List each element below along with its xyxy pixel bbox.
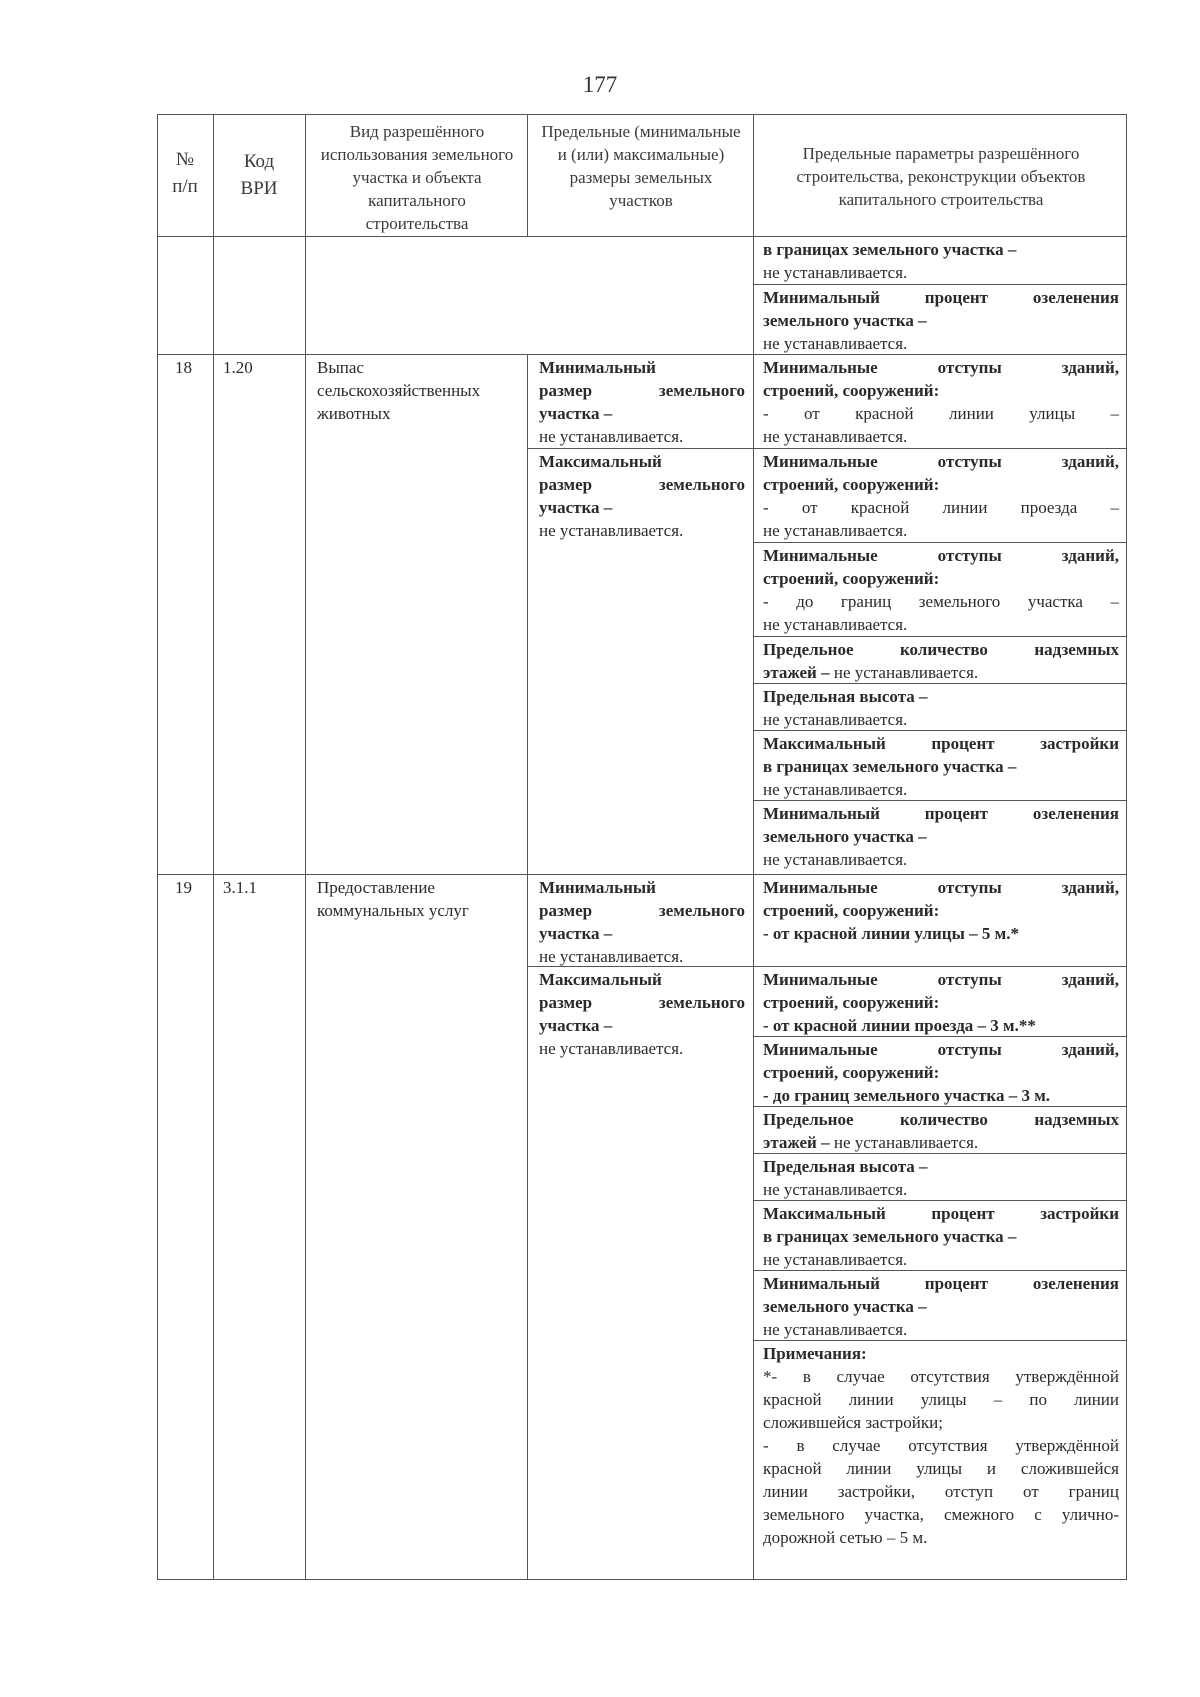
continuation-green-percent: Минимальный процент озеленения земельного участка – не устанавливается. <box>763 288 1119 353</box>
continuation-build-percent: в границах земельного участка – не устанавливается. <box>763 240 1017 282</box>
row19-vri: Предоставление коммунальных услуг <box>317 878 469 920</box>
header-sizes: Предельные (минимальные и (или) максимальные) размеры земельных участков <box>541 122 741 210</box>
row18-code: 1.20 <box>223 358 253 377</box>
row18-num: 18 <box>175 358 192 377</box>
cell-divider <box>753 284 1127 285</box>
row18-param-passage: Минимальные отступы зданий, строений, сооружений: - от красной линии проезда – не устанавливается. <box>763 452 1119 540</box>
cell-divider <box>753 542 1127 543</box>
row18-max-size: Максимальный размер земельного участка – не устанавливается. <box>539 452 745 540</box>
row18-vri: Выпас сельскохозяйственных животных <box>317 358 481 423</box>
row-divider-19 <box>157 874 1127 875</box>
row19-notes: Примечания: *- в случае отсутствия утверждённой красной линии улицы – по линии сложившейся застройки; - в случае отсутствия утверждённой красной линии улицы и сложившейся линии застройки, отступ от границ земельного участка, смежного с улично- дорожной сетью – 5 м. <box>763 1344 1119 1547</box>
row18-param-floors: Предельное количество надземных этажей – не устанавливается. <box>763 640 1119 682</box>
row18-min-size: Минимальный размер земельного участка – не устанавливается. <box>539 358 745 446</box>
column-divider <box>753 114 754 1579</box>
page-number: 177 <box>582 72 618 97</box>
header-vri: Вид разрешённого использования земельного участка и объекта капитального строительства <box>320 122 514 233</box>
row19-num: 19 <box>175 878 192 897</box>
row19-code: 3.1.1 <box>223 878 257 897</box>
cell-divider <box>527 448 753 449</box>
column-divider <box>305 114 306 1579</box>
row19-min-size: Минимальный размер земельного участка – не устанавливается. <box>539 878 745 966</box>
table-border-left <box>157 114 158 1579</box>
row19-param-build-percent: Максимальный процент застройки в границах земельного участка – не устанавливается. <box>763 1204 1119 1269</box>
row18-param-street: Минимальные отступы зданий, строений, сооружений: - от красной линии улицы – не устанавливается. <box>763 358 1119 446</box>
row19-param-street: Минимальные отступы зданий, строений, сооружений: - от красной линии улицы – 5 м.* <box>763 878 1119 943</box>
row18-param-boundary: Минимальные отступы зданий, строений, сооружений: - до границ земельного участка – не устанавливается. <box>763 546 1119 634</box>
row19-param-boundary: Минимальные отступы зданий, строений, сооружений: - до границ земельного участка – 3 м. <box>763 1040 1119 1105</box>
table-border-right <box>1126 114 1127 1579</box>
column-divider <box>527 114 528 236</box>
row19-param-green-percent: Минимальный процент озеленения земельного участка – не устанавливается. <box>763 1274 1119 1339</box>
regulations-table <box>157 114 1127 1579</box>
header-bottom-line <box>157 236 1127 237</box>
header-params: Предельные параметры разрешённого строительства, реконструкции объектов капитального строительства <box>796 144 1086 209</box>
row18-param-height: Предельная высота – не устанавливается. <box>763 687 928 729</box>
row18-param-green-percent: Минимальный процент озеленения земельного участка – не устанавливается. <box>763 804 1119 869</box>
row18-param-build-percent: Максимальный процент застройки в границах земельного участка – не устанавливается. <box>763 734 1119 799</box>
cell-divider <box>753 448 1127 449</box>
table-border-bottom <box>157 1579 1127 1580</box>
row19-param-height: Предельная высота – не устанавливается. <box>763 1157 928 1199</box>
cell-divider <box>753 636 1127 637</box>
table-border-top <box>157 114 1127 115</box>
column-divider <box>527 354 528 1579</box>
header-num: № п/п <box>172 149 198 197</box>
column-divider <box>213 114 214 1579</box>
row19-param-passage: Минимальные отступы зданий, строений, сооружений: - от красной линии проезда – 3 м.** <box>763 970 1119 1035</box>
row19-param-floors: Предельное количество надземных этажей – не устанавливается. <box>763 1110 1119 1152</box>
row19-max-size: Максимальный размер земельного участка – не устанавливается. <box>539 970 745 1058</box>
header-code: Код ВРИ <box>240 151 278 199</box>
cell-divider <box>753 966 1127 967</box>
